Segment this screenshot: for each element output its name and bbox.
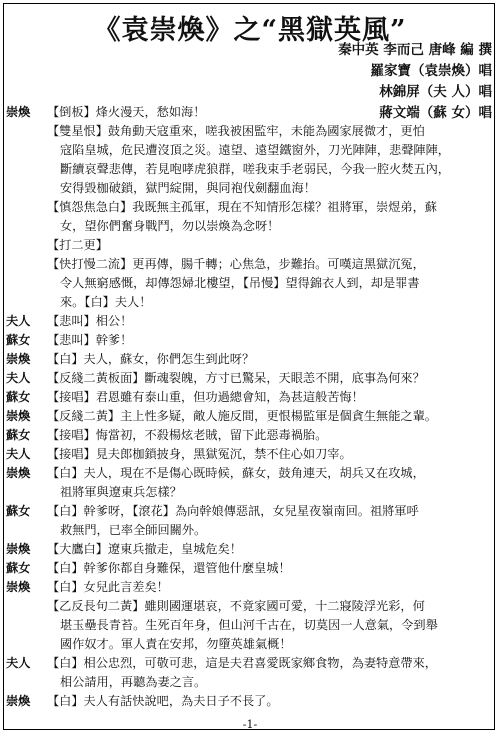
speaker-label: 崇煥	[6, 466, 31, 480]
line-text: 【白】夫人，現在不是傷心既時候，蘇女，鼓角連天，胡兵又在攻城，	[47, 466, 425, 480]
script-line	[0, 122, 500, 141]
script-line	[0, 464, 500, 483]
line-text: 【倒板】烽火漫天，愁如海！	[47, 105, 206, 119]
speaker-label: 蘇女	[6, 390, 31, 404]
script-line	[0, 502, 500, 521]
line-text: 救無門，已率全師回關外。	[60, 523, 207, 537]
script-line	[0, 388, 500, 407]
line-text: 【白】夫人，蘇女，你們怎生到此呀？	[47, 352, 255, 366]
line-text: 【白】相公忠烈，可敬可悲，這是夫君喜愛既家鄉食物，為妻特意帶來，	[47, 656, 437, 670]
credit-line: 羅家寶（袁崇煥）唱	[370, 63, 492, 79]
line-text: 祖將軍與遼東兵怎樣？	[60, 485, 182, 499]
speaker-label: 夫人	[6, 314, 31, 328]
line-text: 堪玉壘長青苔。生死百年身，但山河千古在，切莫因一人意氣，令到舉	[60, 618, 438, 632]
line-text: 【接唱】見夫郎枷鎖披身，黑獄冤沉，禁不住心如刀宰。	[47, 447, 352, 461]
script-line	[0, 578, 500, 597]
speaker-label: 崇煥	[6, 580, 31, 594]
line-text: 斷續哀聲悲傳，若見咆哮虎狼群，嗟我束手老弱民，今我一腔火焚五內，	[60, 162, 450, 176]
script-line	[0, 559, 500, 578]
line-text: 令人無窮感慨，却傳怨婦北樓望，【吊慢】望得錦衣人到，却是罪書	[60, 276, 420, 290]
script-line	[0, 141, 500, 160]
line-text: 【雙星恨】鼓角動天寇重來，嗟我被困監牢，未能為國家展微才，更怕	[47, 124, 425, 138]
script-line	[0, 521, 500, 540]
page-title: 《袁崇煥》之“黑獄英風”	[93, 15, 407, 46]
line-text: 【白】女兒此言差矣！	[47, 580, 169, 594]
line-text: 【白】幹爹你都自身難保，還管他什麼皇城！	[47, 561, 291, 575]
line-text: 【快打慢二流】更再傳，腸千轉；心焦急，步難抬。可嘆這黑獄沉冤，	[47, 257, 425, 271]
line-text: 寇陷皇城，危民遭沒頂之災。遠望、遠望鐵窗外，刀光陣陣，悲聲陣陣，	[60, 143, 450, 157]
line-text: 【白】夫人有話快說吧，為夫日子不長了。	[47, 694, 279, 708]
script-line	[0, 540, 500, 559]
script-line	[0, 407, 500, 426]
credit-line: 秦中英 李而己 唐峰 編 撰	[338, 42, 492, 58]
line-text: 相公請用，再聽為妻之言。	[60, 675, 207, 689]
speaker-label: 夫人	[6, 656, 31, 670]
page-number: -1-	[242, 718, 258, 731]
line-text: 【大鷹白】遼東兵撤走，皇城危矣！	[47, 542, 242, 556]
script-line	[0, 369, 500, 388]
speaker-label: 崇煥	[6, 105, 31, 119]
line-text: 【反綫二黃】主上性多疑，敵人施反間，更恨楊監軍是個貪生無能之輩。	[47, 409, 437, 423]
speaker-label: 崇煥	[6, 352, 31, 366]
script-line	[0, 236, 500, 255]
speaker-label: 蘇女	[6, 428, 31, 442]
speaker-label: 蘇女	[6, 504, 31, 518]
line-text: 【悲叫】幹爹！	[47, 333, 133, 347]
script-line	[0, 312, 500, 331]
line-text: 女，望你們奮身戰鬥，勿以崇煥為念呀！	[60, 219, 280, 233]
speaker-label: 蘇女	[6, 561, 31, 575]
line-text: 【悲叫】相公！	[47, 314, 133, 328]
credit-line: 蔣文端（蘇 女）唱	[379, 105, 492, 121]
script-body	[0, 103, 500, 711]
script-line	[0, 673, 500, 692]
speaker-label: 夫人	[6, 371, 31, 385]
speaker-label: 崇煥	[6, 694, 31, 708]
script-line	[0, 274, 500, 293]
line-text: 【乙反長句二黃】雖則國運堪哀，不竟家國可愛，十二寢陵浮光彩，何	[47, 599, 425, 613]
script-line	[0, 445, 500, 464]
script-line	[0, 255, 500, 274]
script-line	[0, 597, 500, 616]
script-line	[0, 217, 500, 236]
script-line	[0, 426, 500, 445]
script-line	[0, 331, 500, 350]
script-line	[0, 160, 500, 179]
script-line	[0, 198, 500, 217]
script-line	[0, 293, 500, 312]
script-line	[0, 692, 500, 711]
speaker-label: 崇煥	[6, 409, 31, 423]
line-text: 安得毀枷破鎖，獄門綻開，與同袍伐劍翻血海！	[60, 181, 316, 195]
script-line	[0, 654, 500, 673]
credit-line: 林錦屏（夫 人）唱	[379, 84, 492, 100]
script-line	[0, 616, 500, 635]
speaker-label: 夫人	[6, 447, 31, 461]
script-line	[0, 483, 500, 502]
line-text: 【反綫二黃板面】斷魂裂魄，方寸已驚呆，天眼恙不開，底事為何來？	[47, 371, 425, 385]
line-text: 來。【白】夫人！	[60, 295, 152, 309]
speaker-label: 蘇女	[6, 333, 31, 347]
line-text: 【慎怨焦急白】我既無主孤軍，現在不知情形怎樣？祖將軍，崇煜弟，蘇	[47, 200, 437, 214]
line-text: 【接唱】悔當初，不殺楊炫老賊，留下此惡毒禍胎。	[47, 428, 328, 442]
script-line	[0, 635, 500, 654]
line-text: 【打二更】	[47, 238, 108, 252]
script-line	[0, 179, 500, 198]
line-text: 【接唱】君恩雖有泰山重，但功過總會知，為甚這般苦悔！	[47, 390, 364, 404]
script-line	[0, 350, 500, 369]
line-text: 國作奴才。軍人責在安邦，勿墮英雄氣概！	[60, 637, 292, 651]
script-line	[0, 103, 500, 122]
line-text: 【白】幹爹呀，【滾花】為向幹娘傳惡訊，女兒星夜嶺南回。祖將軍呼	[47, 504, 419, 518]
speaker-label: 崇煥	[6, 542, 31, 556]
